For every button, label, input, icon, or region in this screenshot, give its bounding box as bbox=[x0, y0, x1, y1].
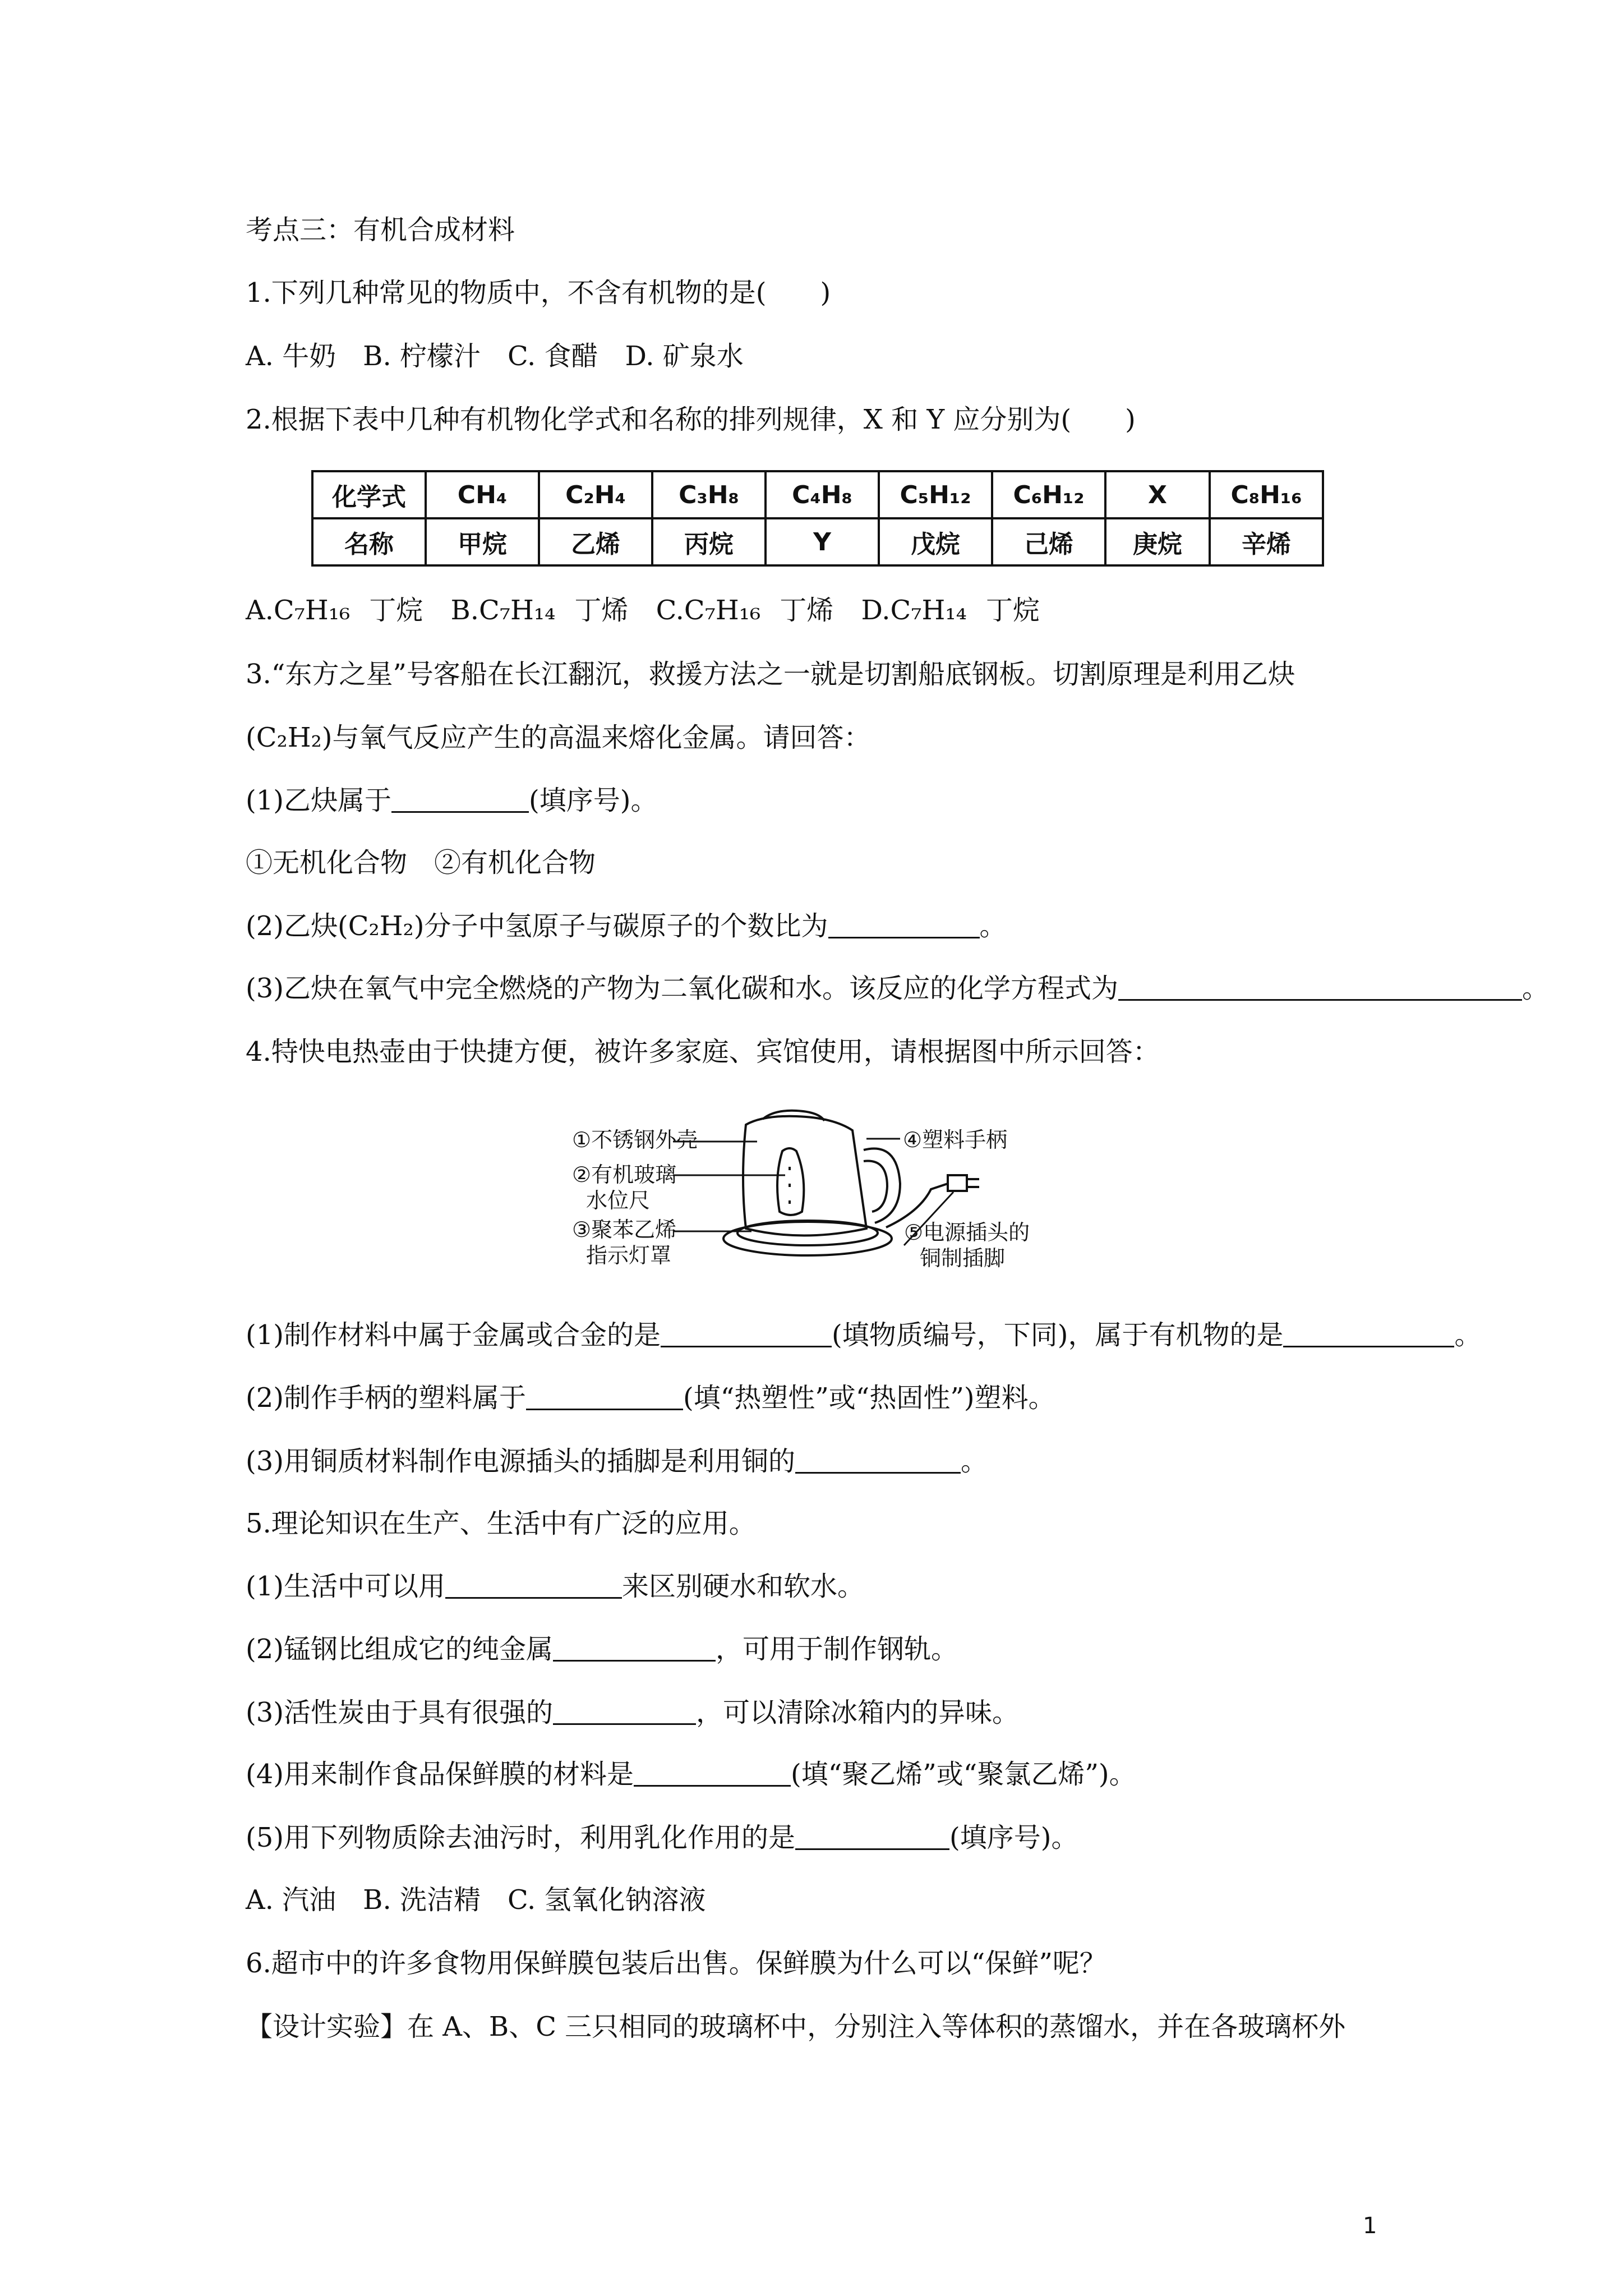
name-cell: 戊烷 bbox=[879, 518, 992, 565]
q5-sub4-hint: (填“聚乙烯”或“聚氯乙烯”)。 bbox=[791, 1759, 1136, 1790]
option-d-formula: C₇H₁₄ bbox=[890, 595, 967, 626]
q3-sub3 bbox=[246, 972, 1549, 1005]
label-steel-shell: ①不锈钢外壳 bbox=[572, 1128, 698, 1152]
answer-blank[interactable] bbox=[1118, 974, 1522, 1001]
answer-blank[interactable] bbox=[1283, 1321, 1454, 1347]
q4-sub2 bbox=[246, 1381, 1055, 1415]
label-plug: ⑤电源插头的 bbox=[904, 1220, 1030, 1245]
option-c-label: C. bbox=[656, 595, 684, 626]
q6-stem: 6.超市中的许多食物用保鲜膜包装后出售。保鲜膜为什么可以“保鲜”呢？ bbox=[246, 1948, 1106, 1979]
answer-blank[interactable] bbox=[445, 1572, 622, 1599]
option-b-formula: C₇H₁₄ bbox=[479, 595, 556, 626]
q5-sub4-text: (4)用来制作食品保鲜膜的材料是 bbox=[246, 1759, 634, 1790]
name-cell: 甲烷 bbox=[426, 518, 539, 565]
q5-sub2-end: ，可用于制作钢轨。 bbox=[716, 1634, 958, 1665]
q4-sub1-end: 。 bbox=[1454, 1319, 1482, 1351]
row-label-name: 名称 bbox=[312, 518, 426, 565]
q5-sub5-hint: (填序号)。 bbox=[949, 1822, 1078, 1853]
q3-sub3-text: (3)乙炔在氧气中完全燃烧的产物为二氧化碳和水。该反应的化学方程式为 bbox=[246, 973, 1118, 1004]
answer-blank[interactable] bbox=[828, 912, 980, 938]
table-row-formula bbox=[312, 471, 1323, 518]
formula-cell: X bbox=[1105, 471, 1210, 518]
q5-sub5 bbox=[246, 1821, 1078, 1855]
q3-sub1-hint: (填序号)。 bbox=[529, 785, 658, 816]
option-d-label: D. bbox=[861, 595, 891, 626]
q3-stem-line2: (C₂H₂)与氧气反应产生的高温来熔化金属。请回答： bbox=[246, 722, 871, 753]
answer-blank[interactable] bbox=[553, 1699, 696, 1725]
option-b-label: B. bbox=[450, 595, 479, 626]
q3-sub2-end: 。 bbox=[979, 910, 1007, 942]
q3-sub1-text: (1)乙炔属于 bbox=[246, 785, 391, 816]
formula-cell: CH₄ bbox=[426, 471, 539, 518]
q4-sub1-text: (1)制作材料中属于金属或合金的是 bbox=[246, 1319, 661, 1351]
q4-stem: 4.特快电热壶由于快捷方便，被许多家庭、宾馆使用，请根据图中所示回答： bbox=[246, 1036, 1160, 1068]
q4-sub3 bbox=[246, 1444, 988, 1478]
q2-stem: 2.根据下表中几种有机物化学式和名称的排列规律，X 和 Y 应分别为( ) bbox=[246, 404, 1136, 435]
option-a-label: A. bbox=[246, 595, 274, 626]
q4-sub1-mid: (填物质编号，下同)，属于有机物的是 bbox=[832, 1319, 1284, 1351]
q4-sub3-end: 。 bbox=[961, 1446, 988, 1477]
q6-design: 【设计实验】在 A、B、C 三只相同的玻璃杯中，分别注入等体积的蒸馏水，并在各玻璃杯外 bbox=[246, 2011, 1346, 2042]
section-title: 考点三：有机合成材料 bbox=[246, 214, 515, 246]
q5-sub3 bbox=[246, 1696, 1019, 1729]
q3-stem-line1: 3.“东方之星”号客船在长江翻沉，救援方法之一就是切割船底钢板。切割原理是利用乙炔 bbox=[246, 659, 1295, 690]
answer-blank[interactable] bbox=[795, 1447, 961, 1474]
name-cell: 乙烯 bbox=[539, 518, 652, 565]
option-a-name: 丁烷 bbox=[369, 595, 423, 626]
option-c-formula: C₇H₁₆ bbox=[684, 595, 761, 626]
formula-cell: C₃H₈ bbox=[652, 471, 766, 518]
q5-sub1-text: (1)生活中可以用 bbox=[246, 1571, 445, 1602]
formula-cell: C₈H₁₆ bbox=[1210, 471, 1323, 518]
answer-blank[interactable] bbox=[634, 1760, 791, 1787]
label-copper-pins: 铜制插脚 bbox=[920, 1246, 1006, 1271]
q4-sub2-hint: (填“热塑性”或“热固性”)塑料。 bbox=[683, 1382, 1055, 1414]
option-b-name: 丁烯 bbox=[574, 595, 629, 626]
q5-sub2 bbox=[246, 1632, 958, 1666]
formula-cell: C₄H₈ bbox=[766, 471, 879, 518]
formula-cell: C₂H₄ bbox=[539, 471, 652, 518]
answer-blank[interactable] bbox=[795, 1824, 949, 1850]
kettle-figure bbox=[561, 1099, 1066, 1285]
q3-sub2 bbox=[246, 909, 1007, 943]
answer-blank[interactable] bbox=[661, 1321, 832, 1347]
formula-table bbox=[311, 470, 1324, 567]
q3-sub1 bbox=[246, 784, 657, 817]
label-plexiglass: ②有机玻璃 bbox=[572, 1162, 677, 1187]
name-cell: Y bbox=[766, 518, 879, 565]
q4-sub2-text: (2)制作手柄的塑料属于 bbox=[246, 1382, 526, 1414]
formula-cell: C₅H₁₂ bbox=[879, 471, 992, 518]
name-cell: 己烯 bbox=[992, 518, 1105, 565]
row-label-formula: 化学式 bbox=[312, 471, 426, 518]
q1-options: A. 牛奶 B. 柠檬汁 C. 食醋 D. 矿泉水 bbox=[246, 341, 744, 372]
name-cell: 辛烯 bbox=[1210, 518, 1323, 565]
label-water-gauge: 水位尺 bbox=[586, 1188, 651, 1213]
q5-options: A. 汽油 B. 洗洁精 C. 氢氧化钠溶液 bbox=[246, 1884, 706, 1916]
q2-options bbox=[246, 593, 1040, 627]
q5-sub3-text: (3)活性炭由于具有很强的 bbox=[246, 1697, 553, 1728]
q5-sub1-end: 来区别硬水和软水。 bbox=[622, 1571, 865, 1602]
q4-sub3-text: (3)用铜质材料制作电源插头的插脚是利用铜的 bbox=[246, 1446, 795, 1477]
q5-sub4 bbox=[246, 1757, 1136, 1791]
q5-sub3-end: ，可以清除冰箱内的异味。 bbox=[696, 1697, 1020, 1728]
q4-sub1 bbox=[246, 1318, 1481, 1352]
q5-sub1 bbox=[246, 1570, 864, 1603]
q1-stem: 1.下列几种常见的物质中，不含有机物的是( ) bbox=[246, 277, 831, 309]
answer-blank[interactable] bbox=[391, 786, 529, 813]
q3-sub3-end: 。 bbox=[1522, 973, 1550, 1004]
q5-stem: 5.理论知识在生产、生活中有广泛的应用。 bbox=[246, 1508, 756, 1539]
q5-sub2-text: (2)锰钢比组成它的纯金属 bbox=[246, 1634, 553, 1665]
answer-blank[interactable] bbox=[553, 1635, 716, 1662]
label-plastic-handle: ④塑料手柄 bbox=[903, 1128, 1008, 1152]
q3-sub2-text: (2)乙炔(C₂H₂)分子中氢原子与碳原子的个数比为 bbox=[246, 910, 828, 942]
q3-sub1-choices: ①无机化合物 ②有机化合物 bbox=[246, 847, 596, 878]
option-d-name: 丁烷 bbox=[985, 595, 1040, 626]
option-c-name: 丁烯 bbox=[780, 595, 834, 626]
answer-blank[interactable] bbox=[526, 1384, 683, 1410]
label-lamp-cover: 指示灯罩 bbox=[586, 1243, 672, 1268]
name-cell: 庚烷 bbox=[1105, 518, 1210, 565]
formula-cell: C₆H₁₂ bbox=[992, 471, 1105, 518]
table-row-name bbox=[312, 518, 1323, 565]
page-number: 1 bbox=[1363, 2213, 1377, 2239]
name-cell: 丙烷 bbox=[652, 518, 766, 565]
q5-sub5-text: (5)用下列物质除去油污时，利用乳化作用的是 bbox=[246, 1822, 795, 1853]
option-a-formula: C₇H₁₆ bbox=[273, 595, 351, 626]
label-polystyrene: ③聚苯乙烯 bbox=[572, 1217, 677, 1242]
